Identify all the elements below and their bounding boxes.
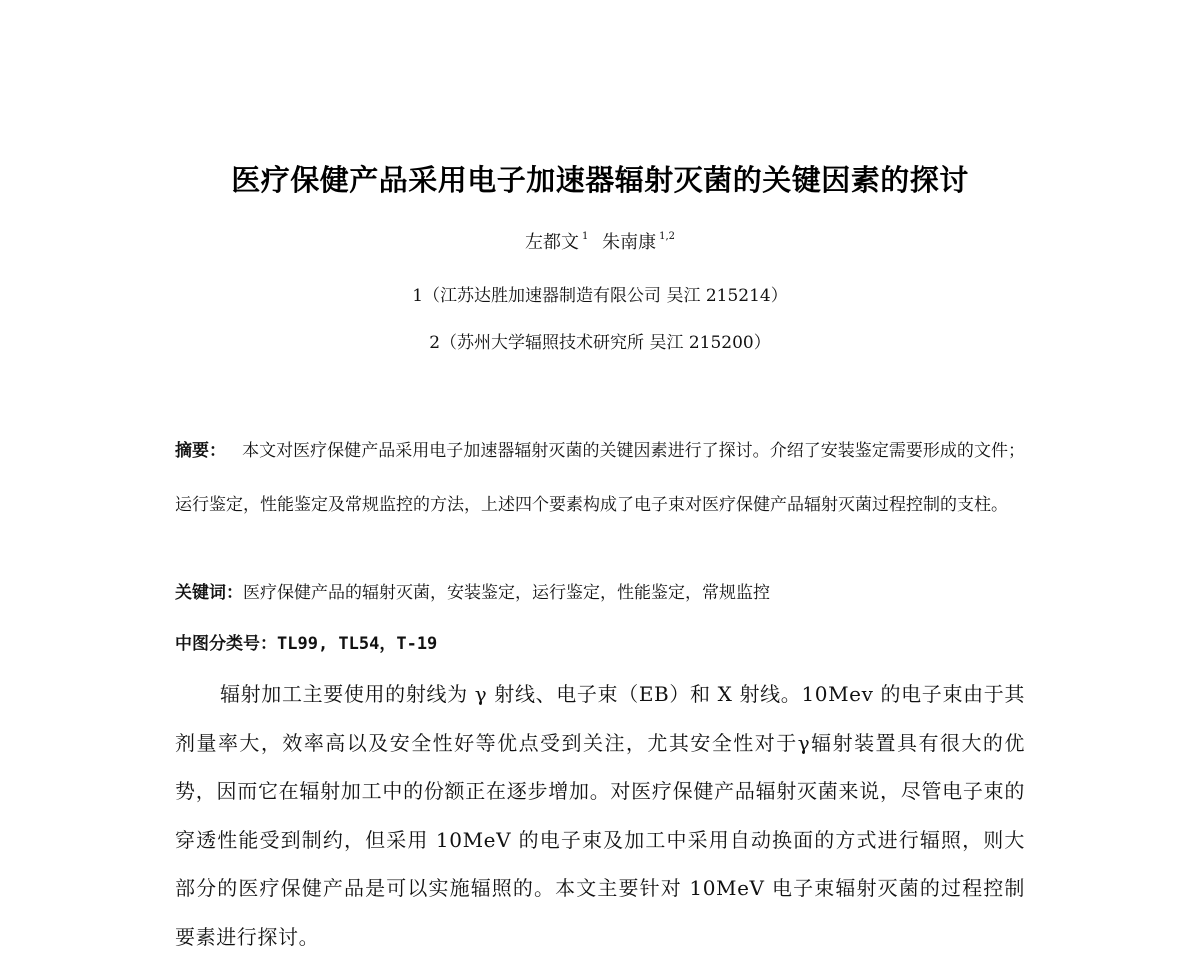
keywords-label: 关键词： (175, 583, 243, 603)
author-name: 朱南康 (602, 232, 657, 253)
paper-title: 医疗保健产品采用电子加速器辐射灭菌的关键因素的探讨 (231, 163, 969, 197)
keywords (175, 578, 1025, 603)
affiliation-mark: 1 (581, 231, 589, 242)
classification-codes: TL99, TL54，T-19 (277, 634, 438, 654)
keywords-text: 医疗保健产品的辐射灭菌，安装鉴定，运行鉴定，性能鉴定，常规监控 (243, 583, 770, 603)
classification-label: 中图分类号： (175, 634, 277, 654)
abstract-text: 本文对医疗保健产品采用电子加速器辐射灭菌的关键因素进行了探讨。介绍了安装鉴定需要形成的文件；运行鉴定，性能鉴定及常规监控的方法，上述四个要素构成了电子束对医疗保健产品辐射灭菌过程控制的支柱。 (175, 441, 1025, 515)
classification (175, 629, 1025, 654)
author-2 (602, 228, 675, 254)
abstract (175, 424, 1025, 532)
abstract-label: 摘要： (175, 441, 227, 461)
affiliation-mark: 1,2 (659, 231, 675, 242)
author-list (0, 228, 1200, 254)
author-1 (525, 228, 588, 254)
affiliation-1: 1（江苏达胜加速器制造有限公司 吴江 215214） (412, 286, 788, 306)
body-paragraph: 辐射加工主要使用的射线为 γ 射线、电子束（EB）和 X 射线。10Mev 的电子束由于其剂量率大，效率高以及安全性好等优点受到关注，尤其安全性对于γ辐射装置具有很大的优势，因而它在辐射加工中的份额正在逐步增加。对医疗保健产品辐射灭菌来说，尽管电子束的穿透性能受到制约，但采用 10MeV 的电子束及加工中采用自动换面的方式进行辐照，则大部分的医疗保健产品是可以实施辐照的。本文主要针对 10MeV 电子束辐射灭菌的过程控制要素进行探讨。 (175, 682, 1025, 949)
affiliation-2: 2（苏州大学辐照技术研究所 吴江 215200） (429, 333, 771, 353)
author-name: 左都文 (524, 232, 579, 253)
